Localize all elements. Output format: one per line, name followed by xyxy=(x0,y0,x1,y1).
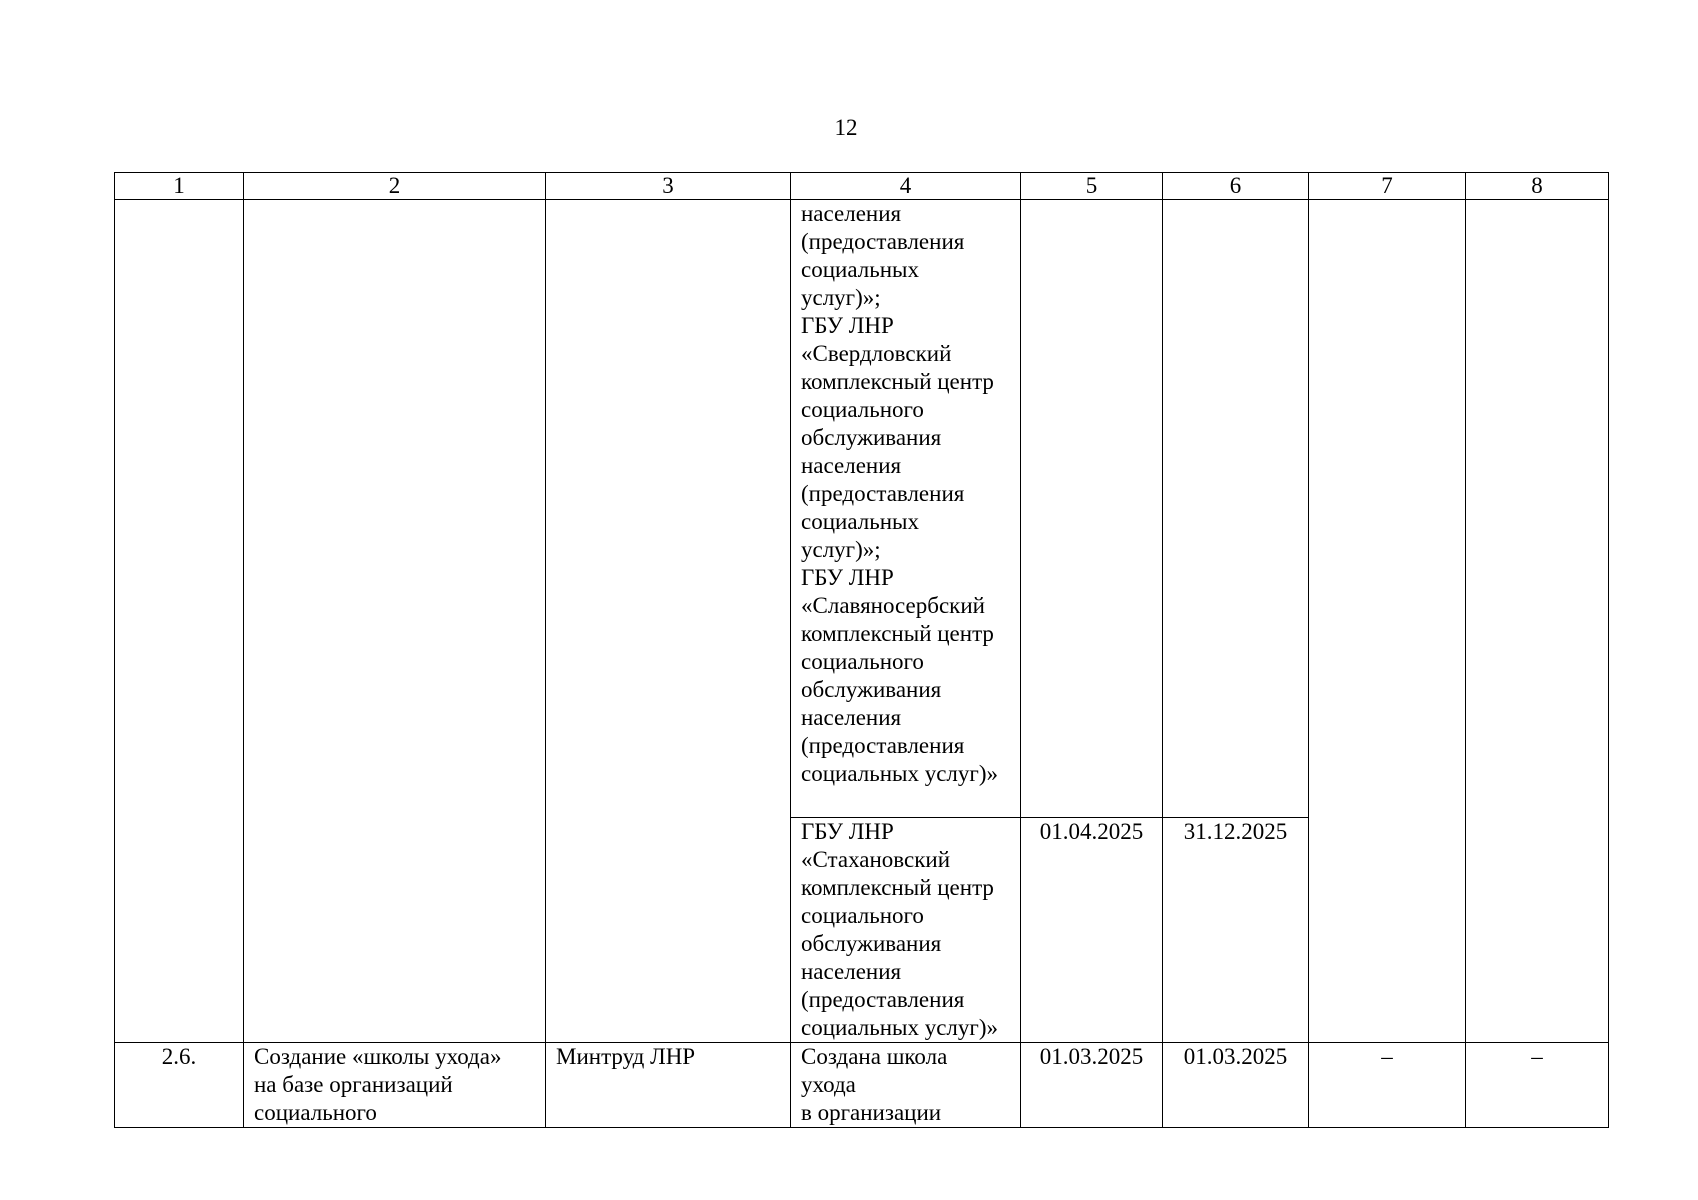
text-line: населения xyxy=(801,453,902,478)
row-responsible: Минтруд ЛНР xyxy=(546,1043,791,1128)
text-line: «Славяносербский xyxy=(801,593,985,618)
row-start-date: 01.03.2025 xyxy=(1021,1043,1163,1128)
row-col-8: – xyxy=(1466,1043,1609,1128)
header-col-5: 5 xyxy=(1021,173,1163,200)
cont-cell-col-8 xyxy=(1466,200,1609,1043)
text-line: услуг)»; xyxy=(801,285,881,310)
text-line: ГБУ ЛНР xyxy=(801,565,894,590)
text-line: Создание «школы ухода» xyxy=(254,1044,502,1069)
text-line: обслуживания xyxy=(801,931,942,956)
header-col-1: 1 xyxy=(115,173,244,200)
text-line: социальных xyxy=(801,509,919,534)
text-line: на базе организаций xyxy=(254,1072,453,1097)
header-col-2: 2 xyxy=(244,173,546,200)
text-line: комплексный центр xyxy=(801,369,994,394)
header-col-8: 8 xyxy=(1466,173,1609,200)
sub-cell-col-4 xyxy=(791,818,1021,1043)
text-line: «Стахановский xyxy=(801,847,951,872)
row-col-7: – xyxy=(1309,1043,1466,1128)
text-line: обслуживания xyxy=(801,677,942,702)
text-line: населения xyxy=(801,959,902,984)
table-header-row xyxy=(115,173,1609,200)
text-line: (предоставления xyxy=(801,481,965,506)
text-line: ухода xyxy=(801,1072,856,1097)
text-line: в организации xyxy=(801,1100,942,1125)
text-line: Создана школа xyxy=(801,1044,948,1069)
text-line: населения xyxy=(801,705,902,730)
row-number: 2.6. xyxy=(115,1043,244,1128)
page-number: 12 xyxy=(834,115,858,140)
text-line: комплексный центр xyxy=(801,875,994,900)
cont-cell-col-1 xyxy=(115,200,244,1043)
table-row xyxy=(115,200,1609,818)
header-col-7: 7 xyxy=(1309,173,1466,200)
text-line: (предоставления xyxy=(801,229,965,254)
text-line: социального xyxy=(801,397,924,422)
sub-cell-start-date: 01.04.2025 xyxy=(1021,818,1163,1043)
text-line: обслуживания xyxy=(801,425,942,450)
cont-cell-col-4 xyxy=(791,200,1021,818)
cont-cell-col-6 xyxy=(1163,200,1309,818)
row-activity xyxy=(244,1043,546,1128)
row-end-date: 01.03.2025 xyxy=(1163,1043,1309,1128)
text-line: населения xyxy=(801,201,902,226)
plan-table xyxy=(114,172,1609,1128)
text-line: услуг)»; xyxy=(801,537,881,562)
row-result xyxy=(791,1043,1021,1128)
text-line: комплексный центр xyxy=(801,621,994,646)
header-col-6: 6 xyxy=(1163,173,1309,200)
sub-cell-end-date: 31.12.2025 xyxy=(1163,818,1309,1043)
text-line: ГБУ ЛНР xyxy=(801,819,894,844)
cont-cell-col-7 xyxy=(1309,200,1466,1043)
text-line: ГБУ ЛНР xyxy=(801,313,894,338)
text-line: социального xyxy=(254,1100,377,1125)
header-col-4: 4 xyxy=(791,173,1021,200)
text-line: социальных xyxy=(801,257,919,282)
table-row xyxy=(115,1043,1609,1128)
text-line: «Свердловский xyxy=(801,341,952,366)
header-col-3: 3 xyxy=(546,173,791,200)
cont-cell-col-3 xyxy=(546,200,791,1043)
cont-cell-col-5 xyxy=(1021,200,1163,818)
text-line: (предоставления xyxy=(801,733,965,758)
text-line: социального xyxy=(801,903,924,928)
text-line: (предоставления xyxy=(801,987,965,1012)
cont-cell-col-2 xyxy=(244,200,546,1043)
text-line: социальных услуг)» xyxy=(801,761,998,786)
text-line: социальных услуг)» xyxy=(801,1015,998,1040)
text-line: социального xyxy=(801,649,924,674)
